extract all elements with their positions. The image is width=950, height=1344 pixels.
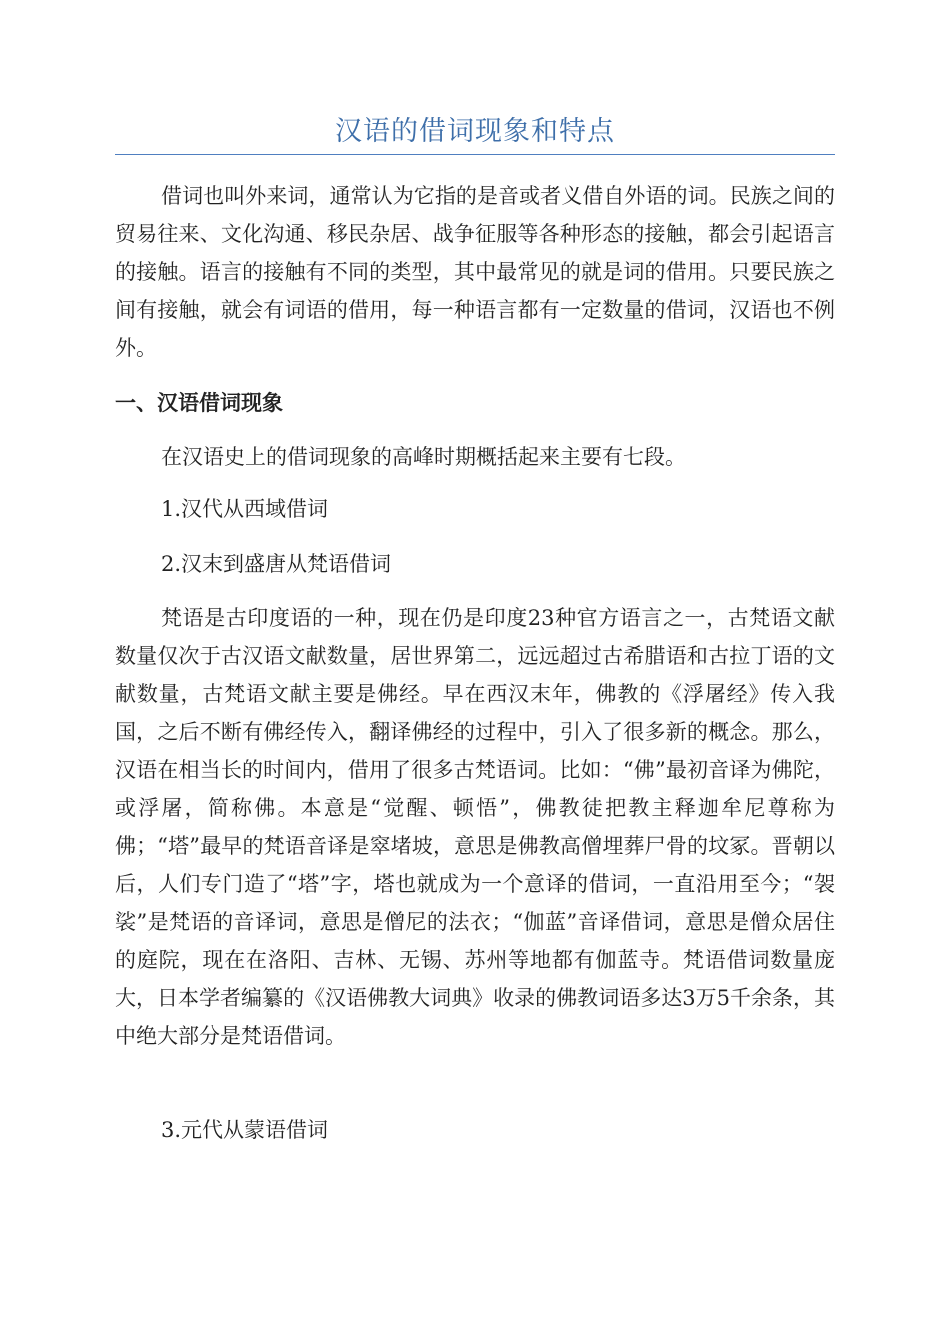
list-item-2: 2.汉末到盛唐从梵语借词 [161, 552, 392, 576]
intro-paragraph: 借词也叫外来词，通常认为它指的是音或者义借自外语的词。民族之间的贸易往来、文化沟通、移民杂居、战争征服等各种形态的接触，都会引起语言的接触。语言的接触有不同的类型，其中最常见的就是词的借用。只要民族之间有接触，就会有词语的借用，每一种语言都有一定数量的借词，汉语也不例外。 [115, 184, 835, 360]
section-lead-paragraph: 在汉语史上的借词现象的高峰时期概括起来主要有七段。 [161, 445, 686, 469]
document-title: 汉语的借词现象和特点 [335, 116, 615, 147]
item2-body-paragraph: 梵语是古印度语的一种，现在仍是印度23种官方语言之一，古梵语文献数量仅次于古汉语文献数量，居世界第二，远远超过古希腊语和古拉丁语的文献数量，古梵语文献主要是佛经。早在西汉末年，佛教的《浮屠经》传入我国，之后不断有佛经传入，翻译佛经的过程中，引入了很多新的概念。那么，汉语在相当长的时间内，借用了很多古梵语词。比如：“佛”最初音译为佛陀，或浮屠，简称佛。本意是“觉醒、顿悟”，佛教徒把教主释迦牟尼尊称为佛；“塔”最早的梵语音译是窣堵坡，意思是佛教高僧埋葬尸骨的坟冢。晋朝以后，人们专门造了“塔”字，塔也就成为一个意译的借词，一直沿用至今；“袈裟”是梵语的音译词，意思是僧尼的法衣；“伽蓝”音译借词，意思是僧众居住的庭院，现在在洛阳、吉林、无锡、苏州等地都有伽蓝寺。梵语借词数量庞大，日本学者编纂的《汉语佛教大词典》收录的佛教词语多达3万5千余条，其中绝大部分是梵语借词。 [115, 606, 835, 1048]
title-underline [115, 154, 835, 155]
list-item-3: 3.元代从蒙语借词 [161, 1118, 329, 1142]
section-heading-1: 一、汉语借词现象 [115, 391, 283, 415]
list-item-1: 1.汉代从西域借词 [161, 497, 329, 521]
